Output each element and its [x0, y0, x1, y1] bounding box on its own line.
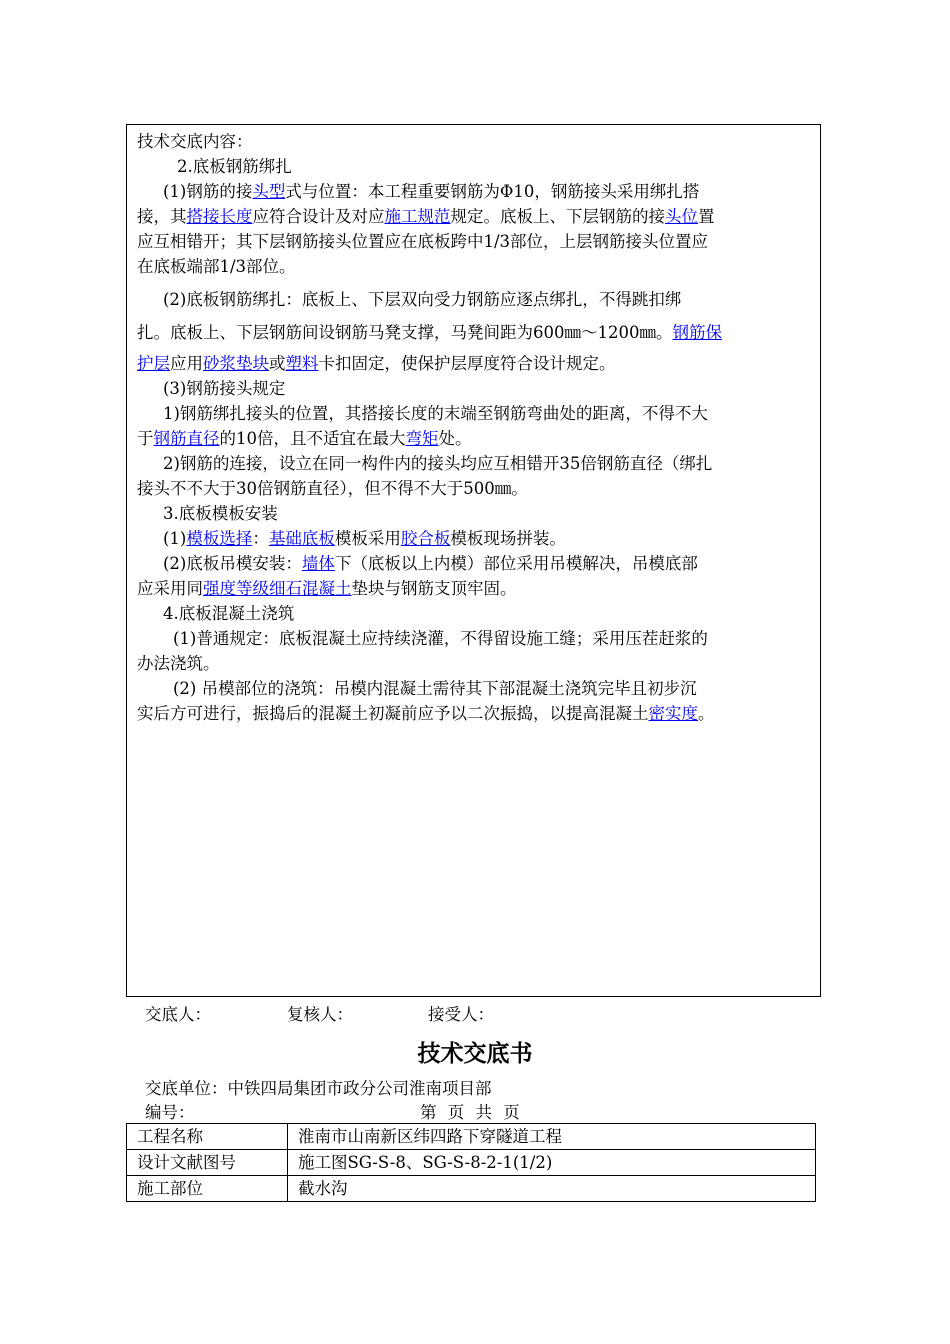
info-table	[126, 1123, 816, 1202]
s4-2-line2: 实后方可进行，振捣后的混凝土初凝前应予以二次振捣，以提高混凝土密实度。	[137, 704, 715, 723]
link-joint-position[interactable]: 头位	[665, 207, 698, 226]
document-title: 技术交底书	[417, 1041, 533, 1067]
link-wall[interactable]: 墙体	[301, 554, 335, 573]
p2-line3: 护层应用砂浆垫块或塑料卡扣固定，使保护层厚度符合设计规定。	[137, 354, 616, 373]
section-2-title: 2.底板钢筋绑扎	[177, 157, 292, 176]
section-4-title: 4.底板混凝土浇筑	[163, 604, 295, 623]
p1-line3: 应互相错开；其下层钢筋接头位置应在底板跨中1/3部位，上层钢筋接头位置应	[137, 232, 709, 251]
link-formwork-selection[interactable]: 模板选择	[186, 529, 253, 548]
p2-line2: 扎。底板上、下层钢筋间设钢筋马凳支撑，马凳间距为600㎜～1200㎜。钢筋保	[137, 323, 722, 342]
table-row	[127, 1176, 816, 1202]
table-label: 设计文献图号	[127, 1150, 288, 1176]
link-joint-type[interactable]: 头型	[252, 182, 286, 201]
link-compactness[interactable]: 密实度	[648, 704, 698, 723]
table-row	[127, 1150, 816, 1176]
link-mortar-block[interactable]: 砂浆垫块	[203, 354, 269, 373]
link-fine-concrete[interactable]: 强度等级细石混凝土	[203, 579, 352, 598]
link-rebar-diameter[interactable]: 钢筋直径	[153, 429, 220, 448]
signature-reviewer: 复核人：	[287, 1005, 353, 1024]
link-foundation-slab[interactable]: 基础底板	[268, 529, 335, 548]
page-info: 第 页 共 页	[420, 1103, 520, 1122]
table-label: 工程名称	[127, 1124, 288, 1150]
content-box	[126, 124, 821, 997]
link-construction-code[interactable]: 施工规范	[384, 207, 451, 226]
handover-unit: 交底单位：中铁四局集团市政分公司淮南项目部	[145, 1079, 492, 1098]
section-3-title: 3.底板模板安装	[163, 504, 278, 523]
signature-receiver: 接受人：	[428, 1005, 494, 1024]
s4-1-line1: (1)普通规定：底板混凝土应持续浇灌，不得留设施工缝；采用压茬赶浆的	[173, 629, 708, 648]
p3-1-line1: 1)钢筋绑扎接头的位置，其搭接长度的末端至钢筋弯曲处的距离，不得不大	[163, 404, 708, 423]
link-plywood[interactable]: 胶合板	[400, 529, 451, 548]
table-row	[127, 1124, 816, 1150]
s3-2-line1: (2)底板吊模安装：墙体下（底板以上内模）部位采用吊模解决，吊模底部	[163, 554, 698, 573]
s3-1-line: (1)模板选择：基础底板模板采用胶合板模板现场拼装。	[163, 529, 566, 548]
signature-handover: 交底人：	[145, 1005, 211, 1024]
p1-line4: 在底板端部1/3部位。	[137, 257, 296, 276]
link-rebar-cover[interactable]: 钢筋保	[672, 323, 722, 342]
s4-1-line2: 办法浇筑。	[137, 654, 220, 673]
table-value: 截水沟	[288, 1176, 816, 1202]
s4-2-line1: (2) 吊模部位的浇筑：吊模内混凝土需待其下部混凝土浇筑完毕且初步沉	[173, 679, 697, 698]
p1-line1: (1)钢筋的接头型式与位置：本工程重要钢筋为Φ10，钢筋接头采用绑扎搭	[163, 182, 700, 201]
s3-2-line2: 应采用同强度等级细石混凝土垫块与钢筋支顶牢固。	[137, 579, 517, 598]
p3-1-line2: 于钢筋直径的10倍，且不适宜在最大弯矩处。	[137, 429, 472, 448]
p3-2-line2: 接头不不大于30倍钢筋直径），但不得不大于500㎜。	[137, 479, 528, 498]
table-value: 淮南市山南新区纬四路下穿隧道工程	[288, 1124, 816, 1150]
p3-title: (3)钢筋接头规定	[163, 379, 286, 398]
p3-2-line1: 2)钢筋的连接，设立在同一构件内的接头均应互相错开35倍钢筋直径（绑扎	[163, 454, 713, 473]
content-heading: 技术交底内容：	[137, 132, 253, 151]
link-rebar-cover-cont[interactable]: 护层	[137, 354, 170, 373]
p2-line1: (2)底板钢筋绑扎：底板上、下层双向受力钢筋应逐点绑扎，不得跳扣绑	[163, 290, 682, 309]
p1-line2: 接，其搭接长度应符合设计及对应施工规范规定。底板上、下层钢筋的接头位置	[137, 207, 715, 226]
link-lap-length[interactable]: 搭接长度	[186, 207, 253, 226]
number-label: 编号：	[145, 1103, 195, 1122]
table-value: 施工图SG-S-8、SG-S-8-2-1(1/2)	[288, 1150, 816, 1176]
link-plastic[interactable]: 塑料	[285, 354, 319, 373]
link-bending-moment[interactable]: 弯矩	[405, 429, 439, 448]
table-label: 施工部位	[127, 1176, 288, 1202]
